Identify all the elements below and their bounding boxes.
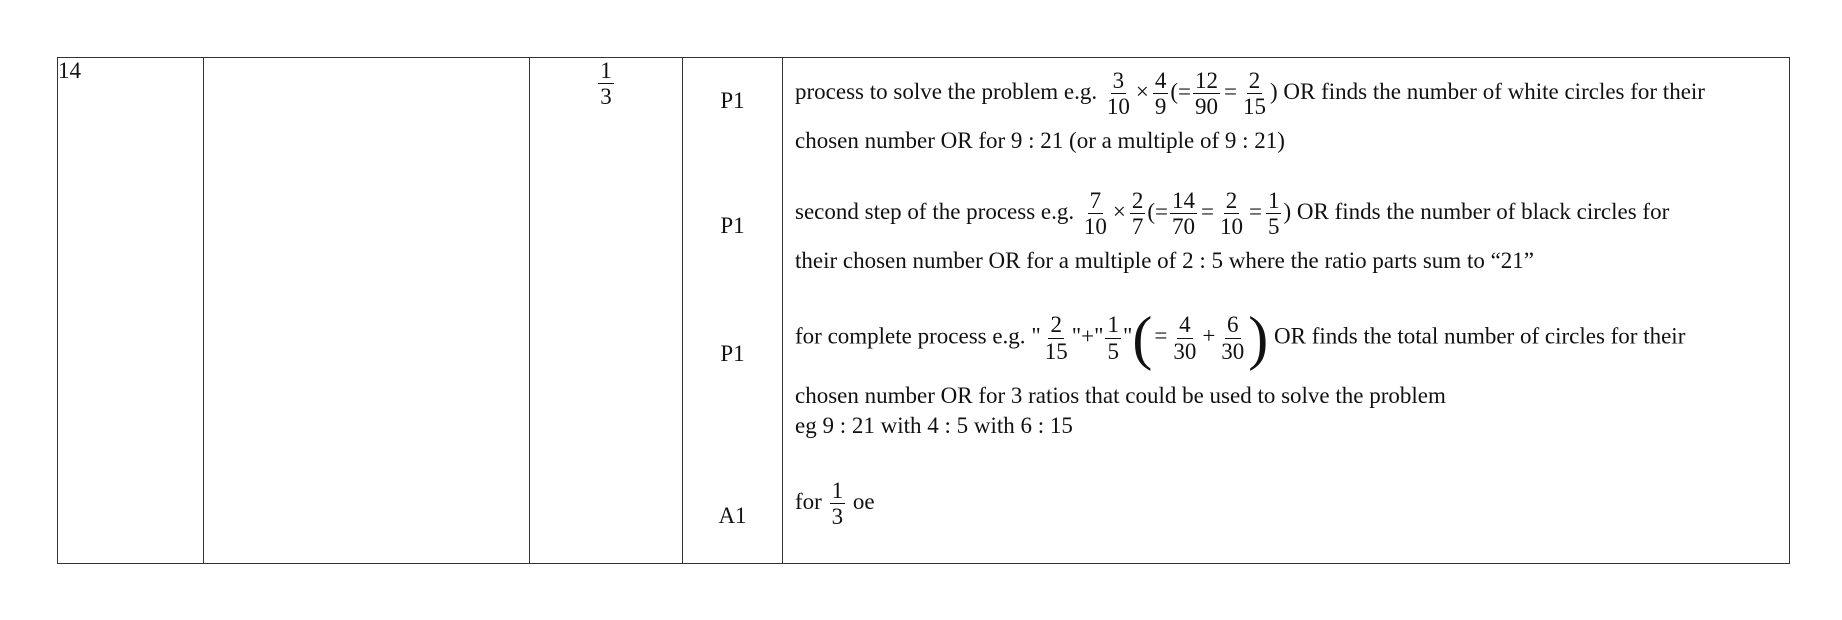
working-cell xyxy=(204,58,530,564)
fraction: $\frac{7}{10}$ xyxy=(1083,188,1107,240)
mark-code: P1 xyxy=(720,88,745,113)
note-1-line-2: chosen number OR for 9 : 21 (or a multiple of 9 : 21) xyxy=(795,128,1285,153)
fraction: $\frac{14}{70}$ xyxy=(1172,188,1195,240)
fraction: $\frac{12}{90}$ xyxy=(1195,68,1218,120)
fraction: $\frac{2}{15}$ xyxy=(1242,68,1266,120)
fraction: $\frac{3}{10}$ xyxy=(1106,68,1130,120)
fraction: $\frac{1}{5}$ xyxy=(1107,312,1119,364)
note-4-line-1: for $\frac{1}{3}$ oe xyxy=(795,478,875,530)
note-2-line-1: second step of the process e.g. $\frac{7}{10}$ × $\frac{2}{7}$ (= $\frac{14}{70}$ = $\frac{2}{10}$ = $\frac{1}{5}$ ) OR finds the number of black circles for xyxy=(795,188,1670,240)
note-2-line-2: their chosen number OR for a multiple of 2 : 5 where the ratio parts sum to “21” xyxy=(795,248,1534,273)
mark-scheme-table xyxy=(57,57,1790,564)
mark-code: P1 xyxy=(720,341,745,366)
note-3-line-3: eg 9 : 21 with 4 : 5 with 6 : 15 xyxy=(795,413,1073,438)
answer-fraction: $\frac{1}{3}$ xyxy=(600,58,612,110)
fraction: $\frac{4}{9}$ xyxy=(1154,68,1167,120)
fraction: $\frac{1}{5}$ xyxy=(1267,188,1280,240)
note-1-line-1: process to solve the problem e.g. $\frac{3}{10}$ × $\frac{4}{9}$ (= $\frac{12}{90}$ = $\frac{2}{15}$ ) OR finds the number of white circles for their xyxy=(795,68,1705,120)
note-3-line-1: for complete process e.g. " $\frac{2}{15}$ "+" $\frac{1}{5}$ "(= $\frac{4}{30}$ + $\frac{6}{30}$ ) OR finds the total number of circles for their xyxy=(795,305,1686,371)
notes-cell xyxy=(783,58,1790,564)
marks-cell xyxy=(683,58,783,564)
table-row xyxy=(58,58,1790,564)
fraction: $\frac{2}{10}$ xyxy=(1219,188,1243,240)
note-3-line-2: chosen number OR for 3 ratios that could be used to solve the problem xyxy=(795,383,1446,408)
fraction: $\frac{4}{30}$ xyxy=(1173,312,1197,364)
fraction: $\frac{2}{7}$ xyxy=(1131,188,1144,240)
question-number: 14 xyxy=(58,58,204,564)
fraction: $\frac{6}{30}$ xyxy=(1221,312,1245,364)
fraction: $\frac{2}{15}$ xyxy=(1044,312,1068,364)
mark-code: A1 xyxy=(718,503,747,528)
fraction: $\frac{1}{3}$ xyxy=(831,478,844,530)
mark-code: P1 xyxy=(720,213,745,238)
answer-cell xyxy=(530,58,683,564)
